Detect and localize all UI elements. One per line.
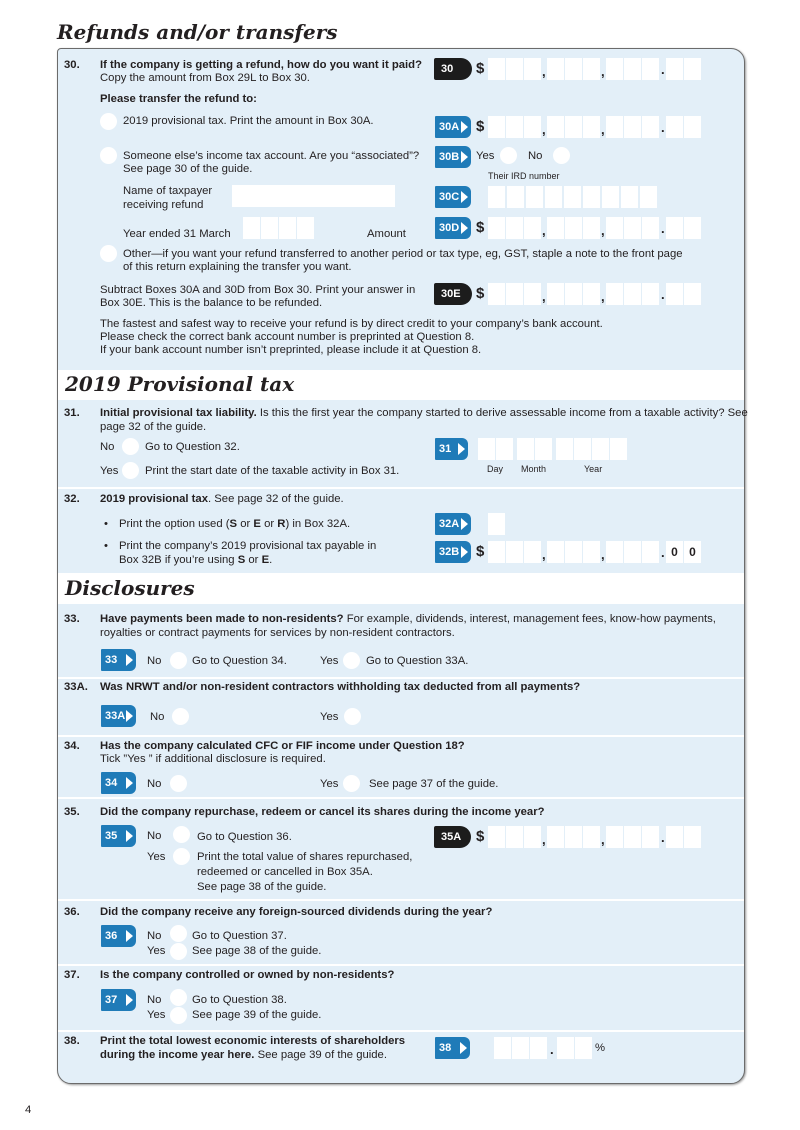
decimal-point: . [661, 221, 665, 236]
thousands-separator: , [542, 64, 546, 79]
question-number: 32. [64, 493, 80, 505]
radio-q36-yes[interactable] [170, 943, 187, 960]
instruction: Box 30E. This is the balance to be refunded. [100, 297, 323, 309]
amount-30e-digit-box[interactable] [583, 283, 600, 305]
amount-30-digit-box[interactable] [506, 58, 523, 80]
radio-other[interactable] [100, 245, 117, 262]
box-badge-38: 38 [435, 1037, 470, 1059]
no-text: Go to Question 36. [197, 831, 292, 843]
text: or [260, 518, 278, 530]
box-badge-35: 35 [101, 825, 136, 847]
question-number: 33A. [64, 681, 88, 693]
divider [58, 735, 744, 737]
year-ended-box[interactable] [261, 217, 278, 239]
question-title: Print the total lowest economic interests of shareholders [100, 1035, 406, 1047]
amount-30e-digit-box[interactable] [547, 283, 564, 305]
start-date-box[interactable] [610, 438, 627, 460]
box-badge-32a: 32A [435, 513, 471, 535]
radio-q36-no[interactable] [170, 925, 187, 942]
ird-number-box[interactable] [602, 186, 619, 208]
text: Print the option used ( [119, 518, 230, 530]
radio-q34-no[interactable] [170, 775, 187, 792]
box-badge-30: 30 [434, 58, 472, 80]
amount-32b-cents-box[interactable]: 0 [666, 541, 683, 563]
text: R [277, 518, 286, 530]
field-label: receiving refund [123, 199, 204, 211]
divider [58, 964, 744, 966]
percentage-decimal-box[interactable] [557, 1037, 574, 1059]
no-text: Go to Question 34. [192, 655, 287, 667]
amount-30-digit-box[interactable] [565, 58, 582, 80]
text: ) in Box 32A. [285, 518, 351, 530]
divider [58, 677, 744, 679]
question-subtitle: Tick ”Yes ” if additional disclosure is required. [100, 753, 326, 765]
percentage-decimal-box[interactable] [575, 1037, 592, 1059]
box-badge-30d: 30D [435, 217, 471, 239]
amount-30a-digit-box[interactable] [642, 116, 659, 138]
page-number: 4 [25, 1104, 32, 1116]
amount-30-digit-box[interactable] [642, 58, 659, 80]
no-text: Go to Question 38. [192, 994, 287, 1006]
decimal-point: . [661, 287, 665, 302]
currency-symbol: $ [476, 828, 485, 845]
question-title-bold: Have payments been made to non-residents? [100, 613, 344, 625]
question-title: Is the company controlled or owned by non-residents? [100, 969, 395, 981]
text: Box 32B if you’re using [119, 554, 238, 566]
question-title: Has the company calculated CFC or FIF income under Question 18? [100, 740, 465, 752]
radio-q33-yes[interactable] [343, 652, 360, 669]
ird-number-box[interactable] [564, 186, 581, 208]
bullet-text [119, 517, 350, 531]
divider [58, 797, 744, 799]
radio-q35-yes[interactable] [173, 848, 190, 865]
amount-35a-digit-box[interactable] [488, 826, 505, 848]
yes-label: Yes [320, 778, 339, 790]
radio-associated-yes[interactable] [500, 147, 517, 164]
amount-35a-digit-box[interactable] [624, 826, 641, 848]
amount-30-cents-box[interactable] [684, 58, 701, 80]
amount-30e-digit-box[interactable] [642, 283, 659, 305]
amount-30a-cents-box[interactable] [684, 116, 701, 138]
thousands-separator: , [542, 289, 546, 304]
box-badge-33a: 33A [101, 705, 136, 727]
amount-35a-digit-box[interactable] [583, 826, 600, 848]
yes-label: Yes [147, 851, 166, 863]
question-title: Was NRWT and/or non-resident contractors withholding tax deducted from all payments? [100, 681, 581, 693]
amount-30-digit-box[interactable] [624, 58, 641, 80]
yes-label: Yes [476, 150, 495, 162]
text: S [229, 518, 238, 530]
section-heading-disclosures: Disclosures [65, 576, 195, 600]
question-number: 38. [64, 1035, 80, 1047]
question-number: 36. [64, 906, 80, 918]
amount-30d-digit-box[interactable] [506, 217, 523, 239]
radio-q37-yes[interactable] [170, 1007, 187, 1024]
year-ended-box[interactable] [297, 217, 314, 239]
amount-30d-cents-box[interactable] [666, 217, 683, 239]
amount-35a-digit-box[interactable] [565, 826, 582, 848]
box-badge-32b: 32B [435, 541, 471, 563]
thousands-separator: , [601, 64, 605, 79]
question-number: 33. [64, 613, 80, 625]
question-number: 35. [64, 806, 80, 818]
divider [58, 899, 744, 901]
note: If your bank account number isn’t preprinted, please include it at Question 8. [100, 344, 482, 356]
start-date-box[interactable] [517, 438, 534, 460]
no-label: No [150, 711, 165, 723]
note: Please check the correct bank account number is preprinted at Question 8. [100, 331, 475, 343]
amount-32b-digit-box[interactable] [488, 541, 505, 563]
option-label: 2019 provisional tax. Print the amount in Box 30A. [123, 115, 374, 127]
instruction: Subtract Boxes 30A and 30D from Box 30. Print your answer in [100, 284, 416, 296]
thousands-separator: , [542, 122, 546, 137]
field-label: Amount [367, 228, 406, 240]
question-subtitle: Copy the amount from Box 29L to Box 30. [100, 72, 310, 84]
bullet-text [119, 553, 272, 567]
bullet: • [104, 540, 108, 552]
option-label: Someone else’s income tax account. Are you “associated”? [123, 150, 420, 162]
amount-30d-digit-box[interactable] [642, 217, 659, 239]
box-badge-30c: 30C [435, 186, 471, 208]
thousands-separator: , [601, 289, 605, 304]
text: or [237, 518, 254, 530]
year-ended-box[interactable] [243, 217, 260, 239]
section-heading-refunds: Refunds and/or transfers [57, 20, 338, 44]
field-label: Name of taxpayer [123, 185, 213, 197]
radio-q33-no[interactable] [170, 652, 187, 669]
box-badge-30e: 30E [434, 283, 472, 305]
text: E [253, 518, 261, 530]
question-title: Did the company repurchase, redeem or cancel its shares during the income year? [100, 806, 545, 818]
note: The fastest and safest way to receive your refund is by direct credit to your company’s bank account. [100, 318, 603, 330]
no-text: Go to Question 37. [192, 930, 287, 942]
box-badge-35a: 35A [434, 826, 471, 848]
question-title-bold: 2019 provisional tax [100, 493, 208, 505]
thousands-separator: , [542, 832, 546, 847]
radio-q35-no[interactable] [173, 826, 190, 843]
amount-35a-cents-box[interactable] [666, 826, 683, 848]
amount-30d-digit-box[interactable] [583, 217, 600, 239]
radio-q31-no[interactable] [122, 438, 139, 455]
thousands-separator: , [542, 223, 546, 238]
amount-32b-cents-box[interactable]: 0 [684, 541, 701, 563]
no-label: No [147, 778, 162, 790]
amount-30e-cents-box[interactable] [684, 283, 701, 305]
percentage-box[interactable] [494, 1037, 511, 1059]
month-label: Month [521, 464, 547, 474]
yes-text: redeemed or cancelled in Box 35A. [197, 866, 373, 878]
amount-32b-digit-box[interactable] [642, 541, 659, 563]
no-label: No [147, 930, 162, 942]
ird-label: Their IRD number [488, 171, 560, 181]
yes-text: See page 39 of the guide. [192, 1009, 322, 1021]
option-box-32a[interactable] [488, 513, 505, 535]
amount-30-digit-box[interactable] [583, 58, 600, 80]
yes-label: Yes [320, 655, 339, 667]
bullet: • [104, 518, 108, 530]
amount-30d-digit-box[interactable] [606, 217, 623, 239]
radio-q37-no[interactable] [170, 989, 187, 1006]
yes-text: See page 38 of the guide. [192, 945, 322, 957]
yes-text: Print the total value of shares repurchased, [197, 851, 413, 863]
amount-30d-digit-box[interactable] [488, 217, 505, 239]
thousands-separator: , [601, 223, 605, 238]
question-number: 34. [64, 740, 80, 752]
question-title-rest: . See page 32 of the guide. [208, 493, 344, 505]
amount-30-digit-box[interactable] [606, 58, 623, 80]
box-badge-37: 37 [101, 989, 136, 1011]
amount-32b-digit-box[interactable] [606, 541, 623, 563]
ird-number-box[interactable] [583, 186, 600, 208]
text: S [237, 554, 246, 566]
decimal-point: . [661, 120, 665, 135]
year-ended-box[interactable] [279, 217, 296, 239]
section-heading-provisional: 2019 Provisional tax [65, 372, 295, 396]
amount-30a-digit-box[interactable] [606, 116, 623, 138]
radio-q34-yes[interactable] [343, 775, 360, 792]
start-date-box[interactable] [478, 438, 495, 460]
option-label: See page 30 of the guide. [123, 163, 253, 175]
radio-q33a-yes[interactable] [344, 708, 361, 725]
amount-30e-cents-box[interactable] [666, 283, 683, 305]
question-number: 30. [64, 59, 80, 71]
amount-32b-digit-box[interactable] [524, 541, 541, 563]
question-title: If the company is getting a refund, how do you want it paid? [100, 59, 422, 71]
year-label: Year [584, 464, 603, 474]
question-title-line2: royalties or contract payments for services by non-resident contractors. [100, 627, 455, 639]
amount-30d-cents-box[interactable] [684, 217, 701, 239]
amount-30e-digit-box[interactable] [624, 283, 641, 305]
yes-text: Print the start date of the taxable activity in Box 31. [145, 465, 400, 477]
amount-32b-digit-box[interactable] [506, 541, 523, 563]
ird-number-box[interactable] [507, 186, 524, 208]
divider [58, 1030, 744, 1032]
percentage-box[interactable] [512, 1037, 529, 1059]
percentage-box[interactable] [530, 1037, 547, 1059]
start-date-box[interactable] [535, 438, 552, 460]
start-date-box[interactable] [574, 438, 591, 460]
yes-label: Yes [147, 945, 166, 957]
box-badge-31: 31 [435, 438, 468, 460]
decimal-point: . [661, 545, 665, 560]
no-label: No [147, 994, 162, 1006]
currency-symbol: $ [476, 118, 485, 135]
question-title [100, 612, 716, 626]
yes-label: Yes [147, 1009, 166, 1021]
amount-35a-digit-box[interactable] [642, 826, 659, 848]
amount-35a-digit-box[interactable] [524, 826, 541, 848]
ird-number-box[interactable] [621, 186, 638, 208]
amount-30-cents-box[interactable] [666, 58, 683, 80]
question-title-rest: Is this the first year the company started to derive assessable income from a taxable activity? See [256, 407, 748, 419]
amount-30a-digit-box[interactable] [547, 116, 564, 138]
currency-symbol: $ [476, 219, 485, 236]
amount-30a-digit-box[interactable] [565, 116, 582, 138]
amount-30a-digit-box[interactable] [583, 116, 600, 138]
yes-text: See page 37 of the guide. [369, 778, 499, 790]
amount-30d-digit-box[interactable] [547, 217, 564, 239]
amount-30d-digit-box[interactable] [524, 217, 541, 239]
amount-30a-digit-box[interactable] [524, 116, 541, 138]
box-badge-34: 34 [101, 772, 136, 794]
ird-number-box[interactable] [526, 186, 543, 208]
amount-30a-digit-box[interactable] [624, 116, 641, 138]
yes-label: Yes [100, 465, 119, 477]
amount-32b-digit-box[interactable] [583, 541, 600, 563]
radio-q31-yes[interactable] [122, 462, 139, 479]
decimal-point: . [661, 830, 665, 845]
decimal-point: . [661, 62, 665, 77]
start-date-box[interactable] [556, 438, 573, 460]
question-title-rest: For example, dividends, interest, management fees, know-how payments, [343, 613, 716, 625]
decimal-point: . [550, 1042, 554, 1057]
currency-symbol: $ [476, 285, 485, 302]
yes-text: Go to Question 33A. [366, 655, 469, 667]
amount-30d-digit-box[interactable] [565, 217, 582, 239]
start-date-box[interactable] [496, 438, 513, 460]
option-label: of this return explaining the transfer you want. [123, 261, 352, 273]
transfer-label: Please transfer the refund to: [100, 93, 257, 105]
amount-32b-digit-box[interactable] [565, 541, 582, 563]
question-title [100, 406, 748, 420]
ird-number-box[interactable] [640, 186, 657, 208]
amount-35a-digit-box[interactable] [506, 826, 523, 848]
no-label: No [147, 655, 162, 667]
text: E [261, 554, 270, 566]
amount-30a-cents-box[interactable] [666, 116, 683, 138]
box-badge-30a: 30A [435, 116, 471, 138]
amount-30d-digit-box[interactable] [624, 217, 641, 239]
question-title-line2 [100, 1048, 387, 1062]
radio-associated-no[interactable] [553, 147, 570, 164]
yes-label: Yes [320, 711, 339, 723]
amount-30e-digit-box[interactable] [606, 283, 623, 305]
radio-provisional-tax[interactable] [100, 113, 117, 130]
amount-30-digit-box[interactable] [488, 58, 505, 80]
start-date-box[interactable] [592, 438, 609, 460]
taxpayer-name-input[interactable] [232, 185, 395, 207]
no-label: No [528, 150, 543, 162]
text: See page 39 of the guide. [254, 1049, 387, 1061]
box-badge-33: 33 [101, 649, 136, 671]
no-label: No [100, 441, 115, 453]
text: during the income year here. [100, 1049, 255, 1061]
amount-30e-digit-box[interactable] [524, 283, 541, 305]
field-label: Year ended 31 March [123, 228, 231, 240]
amount-30e-digit-box[interactable] [565, 283, 582, 305]
currency-symbol: $ [476, 543, 485, 560]
thousands-separator: , [601, 547, 605, 562]
amount-32b-digit-box[interactable] [624, 541, 641, 563]
bullet-text: Print the company’s 2019 provisional tax payable in [119, 540, 377, 552]
day-label: Day [487, 464, 504, 474]
thousands-separator: , [601, 122, 605, 137]
thousands-separator: , [542, 547, 546, 562]
yes-text: See page 38 of the guide. [197, 881, 327, 893]
text: . [269, 554, 273, 566]
amount-35a-cents-box[interactable] [684, 826, 701, 848]
question-title: Did the company receive any foreign-sourced dividends during the year? [100, 906, 493, 918]
amount-30-digit-box[interactable] [547, 58, 564, 80]
question-title [100, 492, 344, 506]
amount-30-digit-box[interactable] [524, 58, 541, 80]
amount-30a-digit-box[interactable] [506, 116, 523, 138]
no-label: No [147, 830, 162, 842]
radio-q33a-no[interactable] [172, 708, 189, 725]
box-badge-36: 36 [101, 925, 136, 947]
currency-symbol: $ [476, 60, 485, 77]
amount-30a-digit-box[interactable] [488, 116, 505, 138]
amount-35a-digit-box[interactable] [547, 826, 564, 848]
box-badge-30b: 30B [435, 146, 471, 168]
amount-32b-digit-box[interactable] [547, 541, 564, 563]
radio-someone-else[interactable] [100, 147, 117, 164]
ird-number-box[interactable] [488, 186, 505, 208]
amount-35a-digit-box[interactable] [606, 826, 623, 848]
no-text: Go to Question 32. [145, 441, 240, 453]
question-number: 37. [64, 969, 80, 981]
question-title-bold: Initial provisional tax liability. [100, 407, 257, 419]
thousands-separator: , [601, 832, 605, 847]
ird-number-box[interactable] [545, 186, 562, 208]
percent-sign: % [595, 1042, 606, 1054]
question-title-line2: page 32 of the guide. [100, 421, 207, 433]
divider [58, 487, 744, 489]
question-number: 31. [64, 407, 80, 419]
option-label: Other—if you want your refund transferred to another period or tax type, eg, GST, staple a note to the front page [123, 248, 683, 260]
amount-30e-digit-box[interactable] [506, 283, 523, 305]
text: or [245, 554, 262, 566]
amount-30e-digit-box[interactable] [488, 283, 505, 305]
